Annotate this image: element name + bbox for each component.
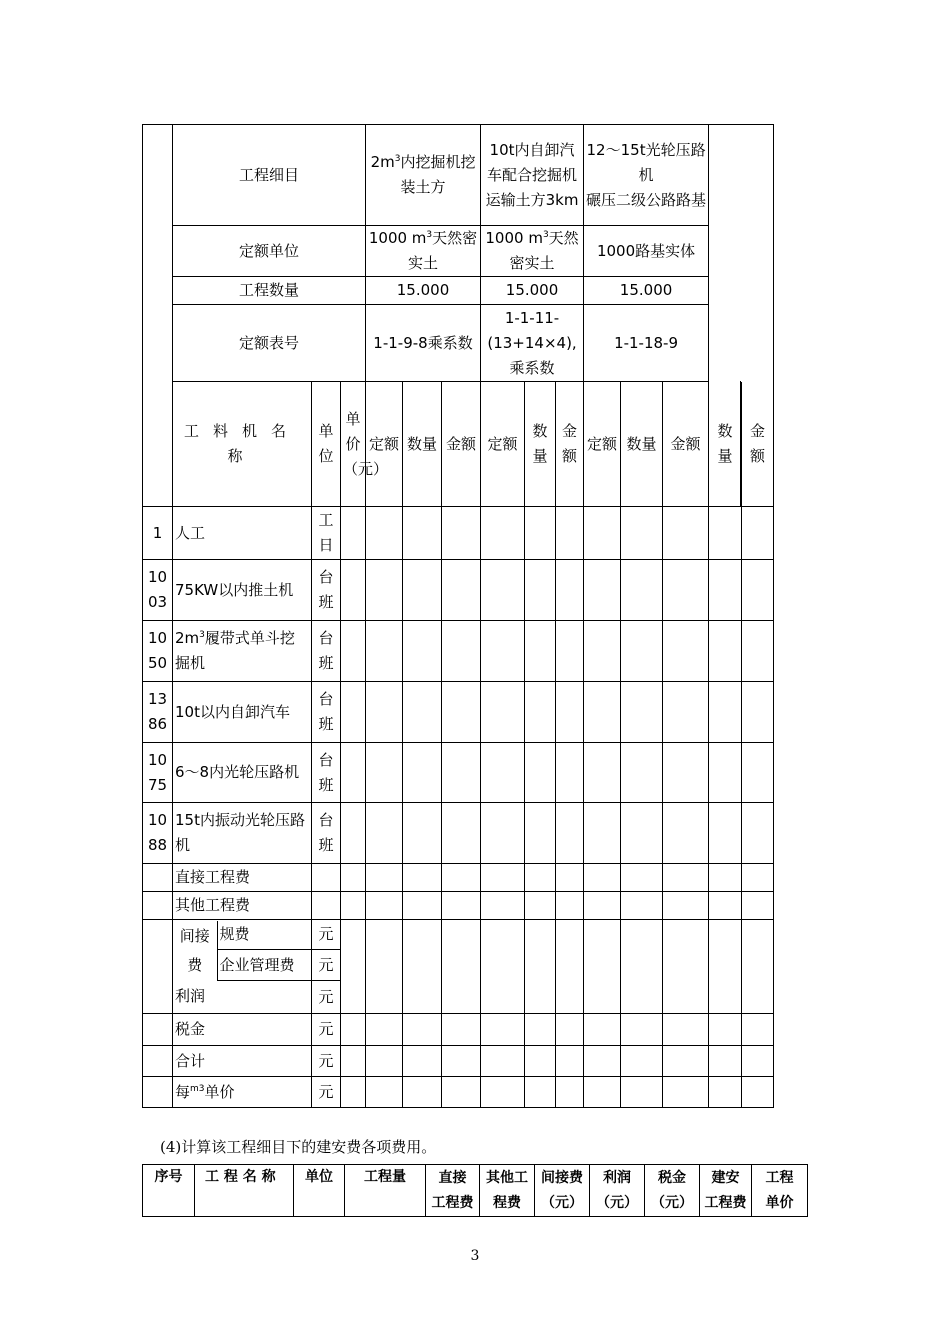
row-name: 15t内振动光轮压路机 (173, 803, 312, 864)
per-m3-label: 每$^{m3}$单价 (173, 1077, 312, 1108)
col2-code: 1-1-11- (13+14×4), 乘系数 (481, 305, 584, 382)
mgmt-label: 企业管理费 (217, 950, 311, 981)
tax-row (143, 1014, 774, 1046)
total-label: 合计 (173, 1046, 312, 1077)
other-cost-row (143, 892, 774, 920)
indirect-block (143, 920, 774, 1014)
row-no: 1003 (143, 560, 173, 621)
col-build: 建安 工程费 (700, 1165, 752, 1217)
row-unit: 工日 (312, 507, 341, 560)
row-unit: 台班 (312, 743, 341, 803)
subheader-quota: 定额 (481, 382, 525, 507)
row-no: 1075 (143, 743, 173, 803)
unit-label: 定额单位 (173, 226, 366, 277)
qty-label: 工程数量 (173, 277, 366, 305)
subheader-quantity: 数量 (525, 382, 556, 507)
row-unit: 元 (312, 1077, 341, 1108)
subheader-price: 单价（元） (341, 382, 366, 507)
col1-code: 1-1-9-8乘系数 (366, 305, 481, 382)
page-number: 3 (470, 1248, 480, 1264)
row-unit: 元 (312, 1046, 341, 1077)
profit-label: 利润 (175, 987, 206, 1006)
code-label: 定额表号 (173, 305, 366, 382)
row-unit: 元 (312, 1014, 341, 1046)
tax-label: 税金 (173, 1014, 312, 1046)
fees-label: 规费 (217, 921, 311, 950)
row-unit: 台班 (312, 682, 341, 743)
col2-unit: 1000 $m^3$天然密实土 (481, 226, 584, 277)
col-indirect: 间接费 （元） (535, 1165, 590, 1217)
col3-code: 1-1-18-9 (584, 305, 709, 382)
cost-summary-table (142, 1164, 808, 1217)
item-label: 工程细目 (173, 125, 366, 226)
col1-desc: $2m^3$内挖掘机挖装土方 (366, 125, 481, 226)
row-unit: 台班 (312, 803, 341, 864)
table-row (143, 803, 774, 864)
row-no: 1386 (143, 682, 173, 743)
table-row (143, 560, 774, 621)
col3-qty: 15.000 (584, 277, 709, 305)
table-row (143, 621, 774, 682)
col1-unit: 1000 $m^3$天然密实土 (366, 226, 481, 277)
indirect-unit-cell: 元 元 元 (312, 920, 341, 1014)
cost-analysis-table (142, 124, 774, 1108)
col-direct: 直接 工程费 (426, 1165, 480, 1217)
subheader-amount: 金额 (442, 382, 481, 507)
subheader-quantity: 数量 (403, 382, 442, 507)
subheader-quantity: 数量 (621, 382, 663, 507)
col3-desc: 12～15t光轮压路机 碾压二级公路路基 (584, 125, 709, 226)
col-profit: 利润 （元） (590, 1165, 645, 1217)
col-price: 工程 单价 (752, 1165, 808, 1217)
table-row (143, 743, 774, 803)
col2-qty: 15.000 (481, 277, 584, 305)
col-name: 工 程 名 称 (195, 1165, 294, 1217)
col-unit: 单位 (294, 1165, 345, 1217)
subheader-amount: 金额 (663, 382, 709, 507)
col-tax: 税金 （元） (645, 1165, 700, 1217)
subheader-quota: 定额 (584, 382, 621, 507)
row-no: 1088 (143, 803, 173, 864)
direct-cost-label: 直接工程费 (173, 864, 312, 892)
table-row (143, 682, 774, 743)
col-seq: 序号 (143, 1165, 195, 1217)
indirect-cell (173, 920, 312, 1014)
col3-unit: 1000路基实体 (584, 226, 709, 277)
row-name: 6～8内光轮压路机 (173, 743, 312, 803)
subheader-quota: 定额 (366, 382, 403, 507)
row-unit: 台班 (312, 560, 341, 621)
header-divider (740, 381, 741, 507)
row-unit: 台班 (312, 621, 341, 682)
total-row (143, 1046, 774, 1077)
indirect-label: 间接费 (179, 926, 210, 974)
col2-desc: 10t内自卸汽车配合挖掘机运输土方3km (481, 125, 584, 226)
summary-header-row (143, 1165, 808, 1217)
subheader-amount: 金额 (556, 382, 584, 507)
col-other: 其他工 程费 (480, 1165, 535, 1217)
per-m3-row (143, 1077, 774, 1108)
section-caption: (4)计算该工程细目下的建安费各项费用。 (160, 1138, 437, 1156)
direct-cost-row (143, 864, 774, 892)
row-name: $2m^3$履带式单斗挖掘机 (173, 621, 312, 682)
table-row (143, 507, 774, 560)
subheader-name: 工料机名称 (173, 382, 312, 507)
subheader-unit: 单位 (312, 382, 341, 507)
row-name: 10t以内自卸汽车 (173, 682, 312, 743)
blank-header-right (709, 125, 774, 382)
row-no: 1050 (143, 621, 173, 682)
col-qty: 工程量 (345, 1165, 426, 1217)
blank-corner (143, 125, 173, 507)
other-cost-label: 其他工程费 (173, 892, 312, 920)
subheader-amount: 金额 (742, 382, 774, 507)
row-no: 1 (143, 507, 173, 560)
row-name: 人工 (173, 507, 312, 560)
subheader-quantity: 数量 (709, 382, 742, 507)
col1-qty: 15.000 (366, 277, 481, 305)
row-name: 75KW以内推土机 (173, 560, 312, 621)
